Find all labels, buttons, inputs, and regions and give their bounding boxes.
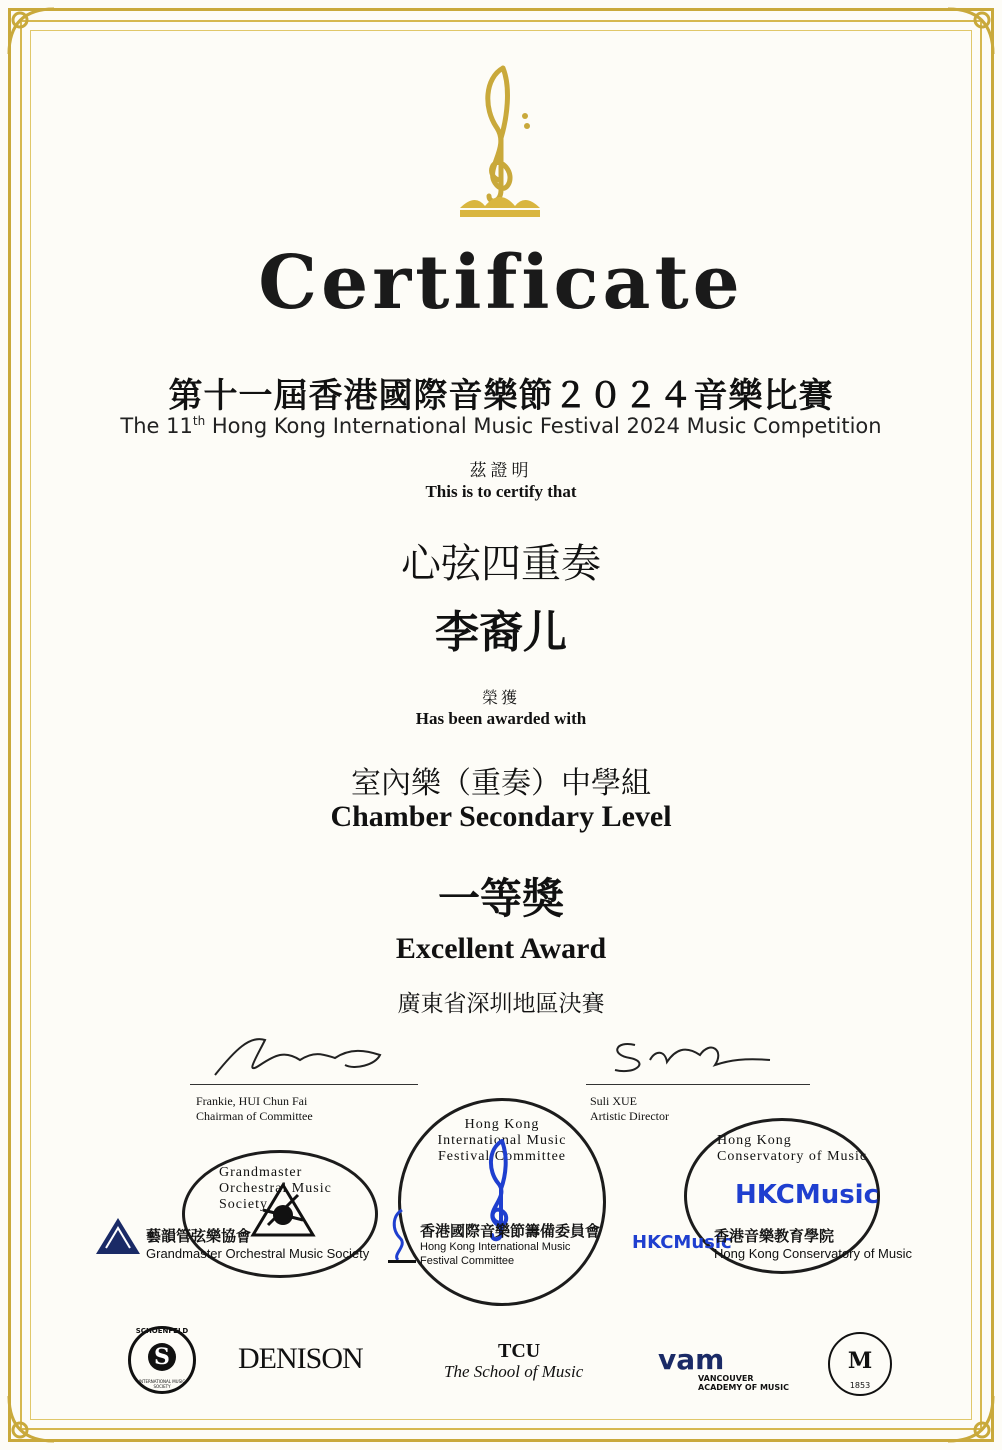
org-right-en: Hong Kong Conservatory of Music — [714, 1246, 912, 1261]
schoenfeld-subtext: INTERNATIONAL MUSIC SOCIETY — [138, 1379, 186, 1389]
vam-sub1: VANCOUVER — [698, 1374, 754, 1383]
vam-subtext — [698, 1374, 789, 1392]
certify-text-en: This is to certify that — [425, 482, 577, 501]
vam-sub2: ACADEMY OF MUSIC — [698, 1383, 790, 1392]
corner-ornament-icon — [938, 1386, 998, 1446]
competition-title-en-prefix: The 11 — [120, 414, 193, 438]
certificate-title: Certificate — [258, 240, 744, 326]
category-en: Chamber Secondary Level — [330, 800, 672, 833]
awarded-text-zh: 榮獲 — [481, 688, 520, 707]
corner-ornament-icon — [4, 1386, 64, 1446]
region-zh: 廣東省深圳地區決賽 — [397, 991, 605, 1017]
committee-logo-icon — [386, 1206, 418, 1266]
corner-ornament-icon — [938, 4, 998, 64]
grandmaster-logo-icon — [92, 1214, 144, 1258]
recipient-name: 李裔儿 — [435, 607, 567, 658]
group-name: 心弦四重奏 — [401, 541, 601, 587]
award-zh: 一等獎 — [437, 874, 564, 923]
signature-left-name: Frankie, HUI Chun Fai — [196, 1094, 308, 1108]
org-center-en-1: Hong Kong International Music — [420, 1241, 571, 1253]
seal-center-text: Hong Kong International Music Festival Committee — [437, 1117, 567, 1164]
conservatory-seal-year: 1853 — [849, 1381, 871, 1390]
competition-title-en — [0, 414, 1002, 438]
treble-clef-crown-icon — [455, 58, 545, 223]
signature-line-left — [190, 1084, 418, 1085]
seal-left-text: Grandmaster Orchestral Music Society — [219, 1165, 332, 1212]
schoenfeld-text: SCHOENFELD — [135, 1327, 189, 1335]
competition-title-zh: 第十一屆香港國際音樂節２０２４音樂比賽 — [168, 376, 834, 416]
award-en: Excellent Award — [395, 932, 607, 965]
org-left-zh: 藝韻管弦樂協會 — [146, 1227, 252, 1245]
org-right-zh: 香港音樂教育學院 — [714, 1227, 835, 1245]
signature-left — [196, 1094, 313, 1124]
certify-text-zh: 茲證明 — [469, 461, 533, 481]
tcu-school-logo: The School of Music — [444, 1362, 584, 1381]
schoenfeld-logo — [128, 1326, 196, 1394]
awarded-text-en: Has been awarded with — [415, 709, 587, 728]
denison-logo: DENISON — [238, 1342, 363, 1375]
competition-title-en-suffix: Hong Kong International Music Festival 2024 Music Competition — [205, 414, 882, 438]
hkcm-small-logo: HKCMusic — [632, 1232, 732, 1253]
org-left-en: Grandmaster Orchestral Music Society — [146, 1246, 370, 1261]
category-zh: 室內樂（重奏）中學組 — [351, 766, 651, 801]
org-center-zh: 香港國際音樂節籌備委員會 — [420, 1222, 601, 1240]
signature-left-role: Chairman of Committee — [196, 1109, 313, 1123]
signature-line-right — [586, 1084, 810, 1085]
vam-logo: vam — [658, 1343, 725, 1376]
seal-right-text: Hong Kong Conservatory of Music — [717, 1133, 868, 1164]
conservatory-seal-logo — [828, 1332, 892, 1396]
schoenfeld-s-icon: S — [148, 1343, 176, 1371]
signature-right-role: Artistic Director — [590, 1109, 669, 1123]
signature-left-icon — [205, 1030, 395, 1085]
conservatory-seal-mark-icon: M — [847, 1348, 873, 1374]
signature-right — [590, 1094, 669, 1124]
org-left-label — [146, 1225, 369, 1261]
competition-title-en-sup: th — [192, 414, 206, 428]
org-center-label — [420, 1224, 600, 1268]
signature-right-icon — [605, 1030, 795, 1080]
signature-right-name: Suli XUE — [590, 1094, 638, 1108]
tcu-logo: TCU — [498, 1340, 541, 1362]
corner-ornament-icon — [4, 4, 64, 64]
org-center-en-2: Festival Committee — [420, 1255, 515, 1267]
org-right-label — [714, 1225, 912, 1261]
hkcm-seal-logo: HKCMusic — [735, 1180, 880, 1210]
